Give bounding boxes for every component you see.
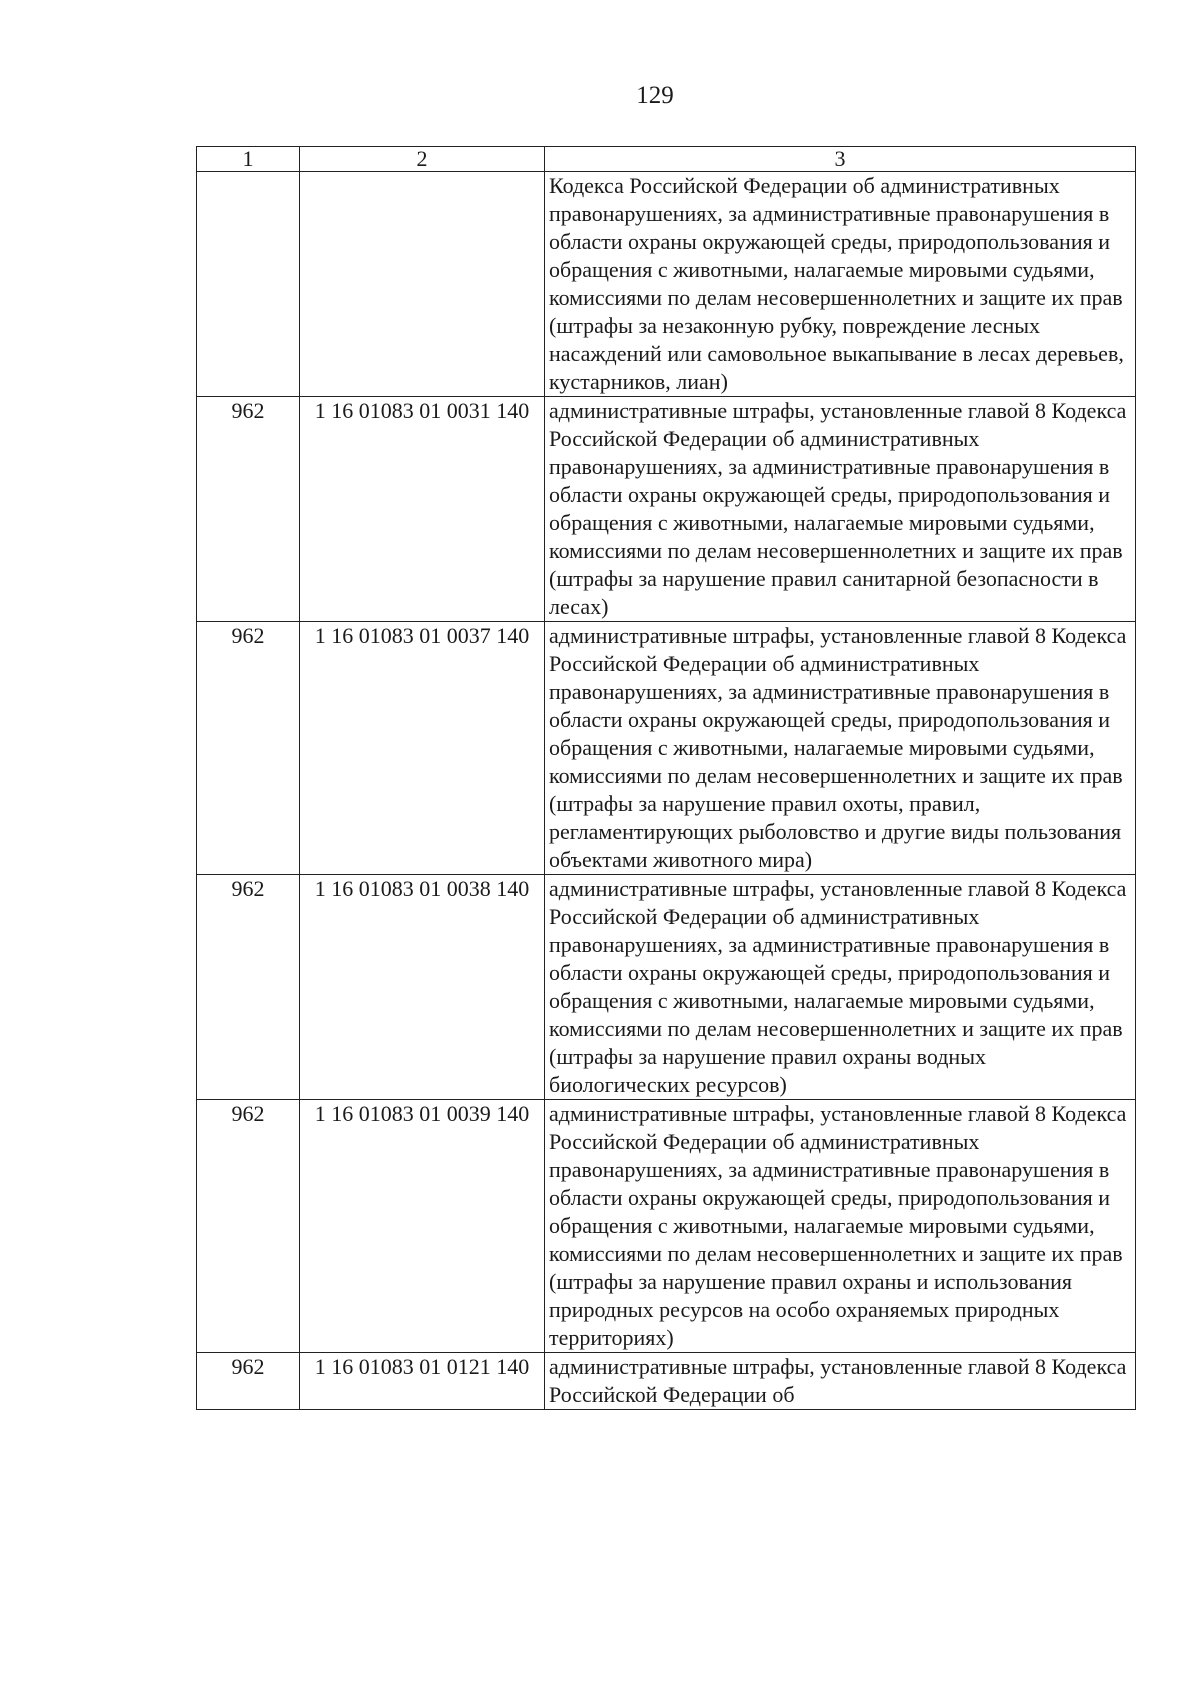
admin-code-cell: 962: [197, 622, 300, 875]
kbk-code-cell: 1 16 01083 01 0038 140: [300, 875, 545, 1100]
kbk-code-cell: 1 16 01083 01 0031 140: [300, 397, 545, 622]
admin-code-cell: 962: [197, 397, 300, 622]
admin-code-cell: 962: [197, 1353, 300, 1410]
kbk-code-cell: [300, 172, 545, 397]
description-cell: административные штрафы, установленные главой 8 Кодекса Российской Федерации об административных правонарушениях, за административные правонарушения в области охраны окружающей среды, природопользования и обращения с животными, налагаемые мировыми судьями, комиссиями по делам несовершеннолетних и защите их прав (штрафы за нарушение правил санитарной безопасности в лесах): [545, 397, 1136, 622]
table-row: [197, 397, 1136, 622]
fines-table: [196, 146, 1136, 1410]
description-cell: Кодекса Российской Федерации об административных правонарушениях, за административные правонарушения в области охраны окружающей среды, природопользования и обращения с животными, налагаемые мировыми судьями, комиссиями по делам несовершеннолетних и защите их прав (штрафы за незаконную рубку, повреждение лесных насаждений или самовольное выкапывание в лесах деревьев, кустарников, лиан): [545, 172, 1136, 397]
table-row: [197, 875, 1136, 1100]
description-cell: административные штрафы, установленные главой 8 Кодекса Российской Федерации об: [545, 1353, 1136, 1410]
description-cell: административные штрафы, установленные главой 8 Кодекса Российской Федерации об административных правонарушениях, за административные правонарушения в области охраны окружающей среды, природопользования и обращения с животными, налагаемые мировыми судьями, комиссиями по делам несовершеннолетних и защите их прав (штрафы за нарушение правил охоты, правил, регламентирующих рыболовство и другие виды пользования объектами животного мира): [545, 622, 1136, 875]
table-row: [197, 622, 1136, 875]
description-cell: административные штрафы, установленные главой 8 Кодекса Российской Федерации об административных правонарушениях, за административные правонарушения в области охраны окружающей среды, природопользования и обращения с животными, налагаемые мировыми судьями, комиссиями по делам несовершеннолетних и защите их прав (штрафы за нарушение правил охраны водных биологических ресурсов): [545, 875, 1136, 1100]
admin-code-cell: 962: [197, 1100, 300, 1353]
table-row: [197, 1353, 1136, 1410]
table-row: [197, 1100, 1136, 1353]
page-number: 129: [636, 82, 674, 109]
admin-code-cell: [197, 172, 300, 397]
kbk-code-cell: 1 16 01083 01 0039 140: [300, 1100, 545, 1353]
table-header-row: [197, 147, 1136, 172]
header-col-3: 3: [545, 147, 1136, 172]
kbk-code-cell: 1 16 01083 01 0037 140: [300, 622, 545, 875]
header-col-2: 2: [300, 147, 545, 172]
header-col-1: 1: [197, 147, 300, 172]
description-cell: административные штрафы, установленные главой 8 Кодекса Российской Федерации об административных правонарушениях, за административные правонарушения в области охраны окружающей среды, природопользования и обращения с животными, налагаемые мировыми судьями, комиссиями по делам несовершеннолетних и защите их прав (штрафы за нарушение правил охраны и использования природных ресурсов на особо охраняемых природных территориях): [545, 1100, 1136, 1353]
admin-code-cell: 962: [197, 875, 300, 1100]
kbk-code-cell: 1 16 01083 01 0121 140: [300, 1353, 545, 1410]
table-row: [197, 172, 1136, 397]
